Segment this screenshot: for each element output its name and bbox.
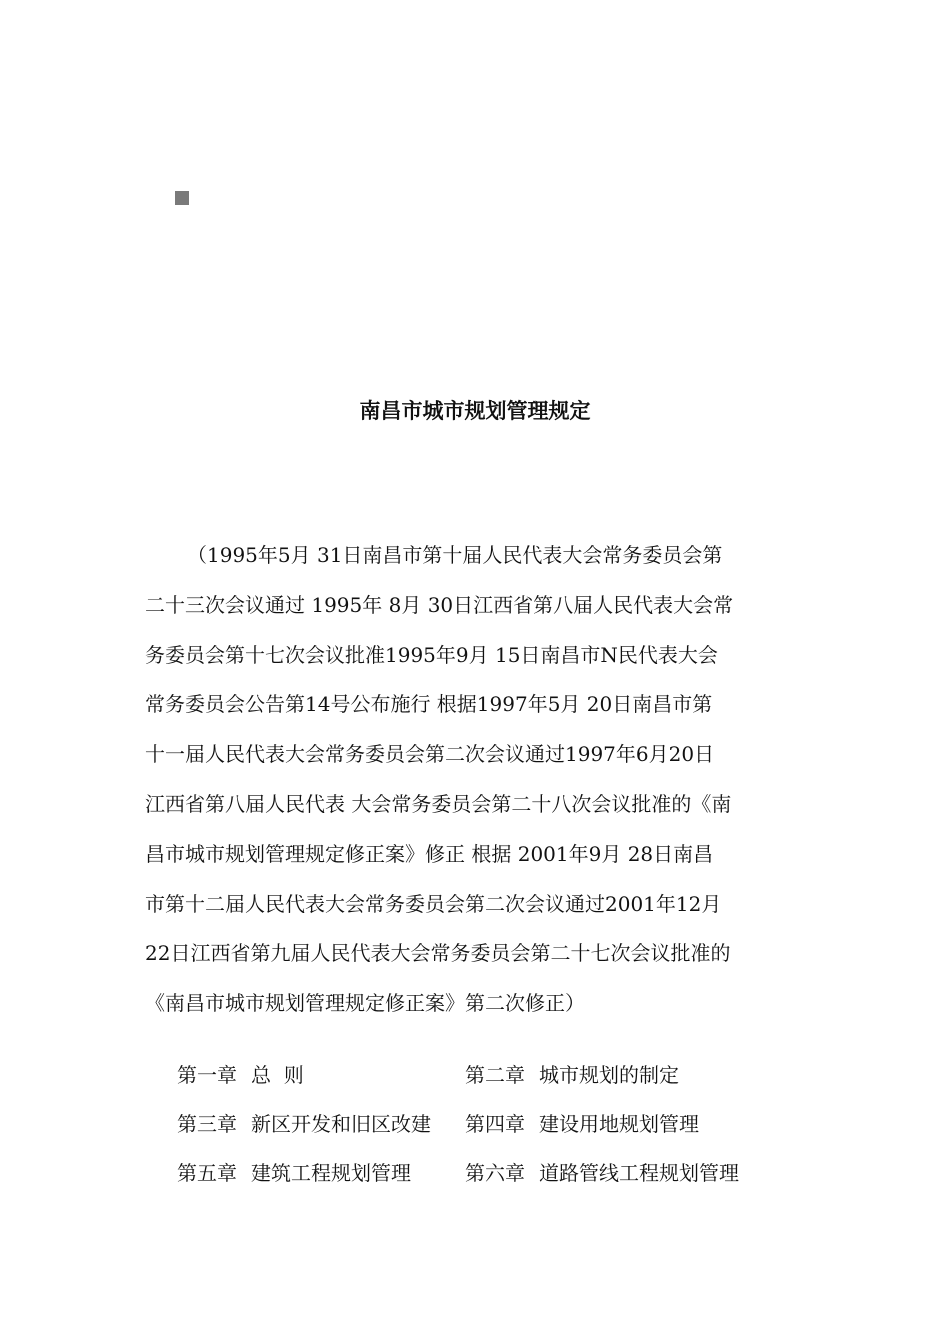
bullet-square-icon bbox=[175, 191, 189, 205]
toc-entry bbox=[465, 1060, 679, 1090]
toc-entry bbox=[177, 1060, 304, 1090]
toc-row bbox=[177, 1060, 817, 1109]
toc-chapter-title: 总 则 bbox=[251, 1063, 304, 1087]
toc-entry bbox=[177, 1158, 411, 1188]
toc-row bbox=[177, 1158, 817, 1207]
preamble-line: 常务委员会公告第14号公布施行 根据1997年5月 20日南昌市第 bbox=[145, 692, 713, 717]
preamble-line: （1995年5月 31日南昌市第十届人民代表大会常务委员会第 bbox=[187, 543, 723, 567]
toc-chapter-title: 建设用地规划管理 bbox=[539, 1112, 699, 1136]
preamble-line: 《南昌市城市规划管理规定修正案》第二次修正） bbox=[145, 991, 585, 1016]
preamble-line: 22日江西省第九届人民代表大会常务委员会第二十七次会议批准的 bbox=[145, 941, 731, 966]
toc-entry bbox=[177, 1109, 431, 1139]
document-title: 南昌市城市规划管理规定 bbox=[359, 398, 591, 423]
toc-entry bbox=[465, 1158, 739, 1188]
preamble-line: 市第十二届人民代表大会常务委员会第二次会议通过2001年12月 bbox=[145, 891, 722, 916]
toc-chapter-number: 第二章 bbox=[465, 1063, 525, 1087]
toc-chapter-title: 建筑工程规划管理 bbox=[251, 1161, 411, 1185]
toc-row bbox=[177, 1109, 817, 1158]
table-of-contents bbox=[177, 1060, 817, 1207]
preamble-line: 十一届人民代表大会常务委员会第二次会议通过1997年6月20日 bbox=[145, 742, 715, 767]
toc-chapter-number: 第四章 bbox=[465, 1112, 525, 1136]
toc-chapter-title: 城市规划的制定 bbox=[539, 1063, 679, 1087]
toc-entry bbox=[465, 1109, 699, 1139]
preamble-line: 昌市城市规划管理规定修正案》修正 根据 2001年9月 28日南昌 bbox=[145, 841, 714, 866]
toc-chapter-number: 第一章 bbox=[177, 1063, 237, 1087]
preamble-line: 江西省第八届人民代表 大会常务委员会第二十八次会议批准的《南 bbox=[145, 791, 732, 816]
toc-chapter-title: 新区开发和旧区改建 bbox=[251, 1112, 431, 1136]
toc-chapter-number: 第五章 bbox=[177, 1161, 237, 1185]
toc-chapter-title: 道路管线工程规划管理 bbox=[539, 1161, 739, 1185]
toc-chapter-number: 第三章 bbox=[177, 1112, 237, 1136]
preamble-line: 二十三次会议通过 1995年 8月 30日江西省第八届人民代表大会常 bbox=[145, 592, 734, 617]
preamble-line: 务委员会第十七次会议批准1995年9月 15日南昌市N民代表大会 bbox=[145, 642, 718, 667]
toc-chapter-number: 第六章 bbox=[465, 1161, 525, 1185]
preamble bbox=[145, 540, 825, 1038]
